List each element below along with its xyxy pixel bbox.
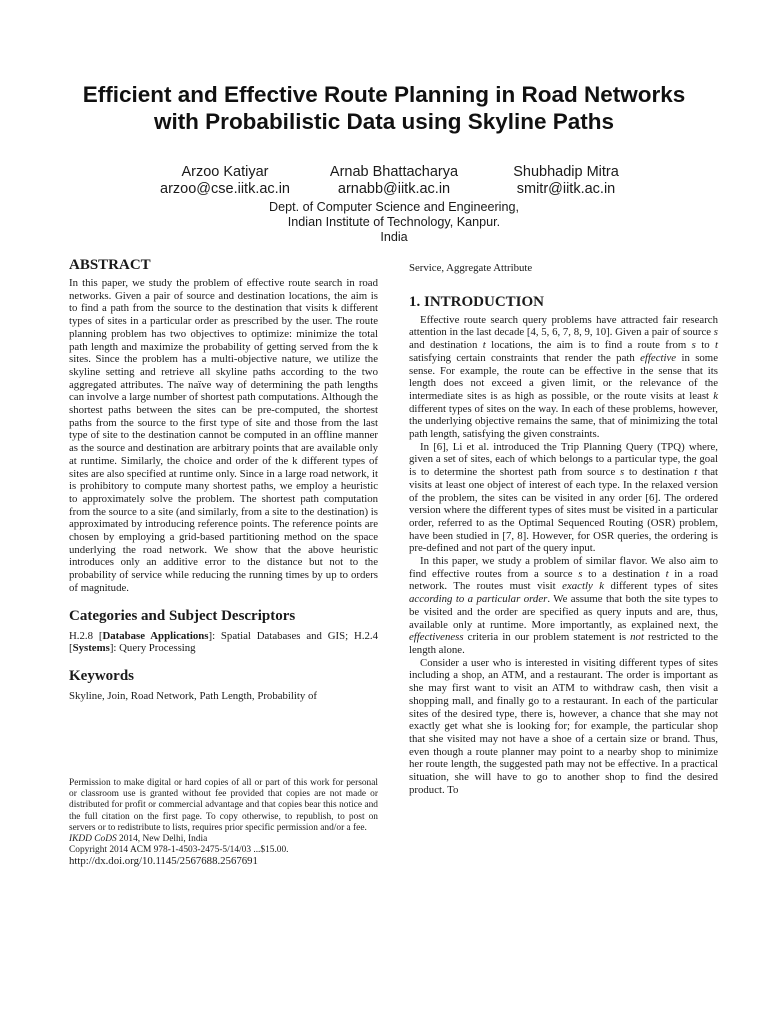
doi-link[interactable]: http://dx.doi.org/10.1145/2567688.2567691: [69, 855, 258, 868]
left-column: [69, 256, 378, 703]
affiliation-line: India: [380, 230, 408, 244]
category-name: Systems: [72, 642, 110, 655]
category-code: H.2.4: [354, 629, 379, 642]
affiliation: [134, 200, 654, 245]
venue: [69, 834, 378, 845]
categories-heading: Categories and Subject Descriptors: [69, 607, 296, 624]
category-code: H.2.8: [69, 629, 93, 642]
categories-text: H.2.8 [Database Applications]: Spatial Databases and GIS; H.2.4 [Systems]: Query Processing: [69, 629, 379, 655]
author-3: [486, 164, 646, 198]
author-name: Arnab Bhattacharya: [329, 164, 459, 180]
copyright: Copyright 2014 ACM 978-1-4503-2475-5/14/03 ...$15.00.: [69, 845, 289, 856]
venue-name: IKDD CoDS: [69, 834, 117, 845]
intro-paragraph-4: Consider a user who is interested in visiting different types of sites including a shop, an ATM, and a restaurant. The order is important as she may first want to visit an ATM to withdraw cash, then visit a shopping mall, and finally go to a restaurant. In each of the particular sites of the desired type, there is, however, a chance that she may not exactly get what she is looking for; for example, the particular shop that she visited may not have a shoe of a certain size or brand. Thus, even though a route planner may point to a nearby shop to minimize her route length, the suggested path may not be effective. In a practical situation, she will have to go to another shop to find the desired product. To: [409, 656, 718, 796]
keywords-continuation: Service, Aggregate Attribute: [409, 262, 533, 274]
affiliation-line: Dept. of Computer Science and Engineering,: [269, 200, 519, 214]
affiliation-line: Indian Institute of Technology, Kanpur.: [287, 215, 501, 229]
intro-paragraph-3: In this paper, we study a problem of similar flavor. We also aim to find effective routes from a source s to a destination t in a road network. The routes must visit exactly k different types of sites according to a particular order. We assume that both the site types to be visited and the order are specified as query inputs and are, thus, available only at runtime. More importantly, as explained next, the effectiveness criteria in our problem statement is not restricted to the length alone.: [409, 555, 719, 656]
intro-paragraph-1: Effective route search query problems have attracted fair research attention in the last decade [4, 5, 6, 7, 8, 9, 10]. Given a pair of source s and destination t locations, the aim is to find a route from s to t satisfying certain constraints that render the path effective in some sense. For example, the route can be effective in the sense that its length does not exceed a given limit, or the relevance of the intermediate sites is as high as possible, or the route visits at least k different types of sites on the way. In each of these problems, however, the underlying objective remains the same, that of minimizing the total path length, satisfying the given constraints.: [409, 313, 718, 441]
author-1: [140, 164, 310, 198]
venue-details: 2014, New Delhi, India: [116, 834, 208, 845]
abstract-text: In this paper, we study the problem of effective route search in road networks. Given a pair of source and destination locations, the aim is to find a path from the source to the destination that visits k different types of sites in a particular order as prescribed by the user. The route planning problem has two objectives to optimize: minimize the total path length and maximize the probability of getting served from the k sites. Since the problem has a multi-objective nature, we utilize the skyline setting and retrieve all skyline paths according to the two aggregated attributes. The naïve way of determining the path lengths can involve a large number of shortest path computations. Although the shortest paths between the sites can be pre-computed, the shortest paths from the source to the first type of site and those from the last type of site to the destination cannot be computed in an offline manner as the source and destination are arbitrary points that are available only at runtime. Similarly, the choice and order of the k different types of sites are also specified at runtime only. Since in a large road network, it is prohibitory to compute many shortest paths, we employ a heuristic to approximately solve the problem. The shortest path computation from the source to a site (and similarly, from a site to the destination) is approximated by introducing reference points. The reference points are chosen by employing a grid-based partitioning method on the space underlying the road network. We show that the above heuristic introduces only an additive error to the distance but not to the probability of service while reducing the running times by up to orders of magnitude.: [69, 277, 378, 594]
category-desc: : Query Processing: [113, 642, 196, 655]
author-name: Arzoo Katiyar: [181, 164, 269, 180]
author-email: arnabb@iitk.ac.in: [337, 181, 451, 197]
keywords-heading: Keywords: [69, 667, 134, 684]
author-name: Shubhadip Mitra: [513, 164, 619, 180]
title-line-1: Efficient and Effective Route Planning in Road Networks: [82, 82, 686, 107]
introduction-heading: 1. INTRODUCTION: [409, 293, 545, 310]
title-line-2: with Probabilistic Data using Skyline Paths: [153, 109, 615, 134]
keywords-text: Skyline, Join, Road Network, Path Length, Probability of: [69, 689, 318, 702]
abstract-heading: ABSTRACT: [69, 257, 151, 273]
permission-block: [69, 778, 378, 868]
right-column: [409, 262, 718, 796]
author-2: [299, 164, 489, 198]
author-email: smitr@iitk.ac.in: [516, 181, 616, 197]
paper-title: [40, 81, 728, 135]
author-email: arzoo@cse.iitk.ac.in: [160, 181, 290, 197]
category-desc: : Spatial Databases and GIS;: [212, 629, 349, 642]
permission-text: Permission to make digital or hard copies of all or part of this work for personal or classroom use is granted without fee provided that copies are not made or distributed for profit or commercial advantage and that copies bear this notice and the full citation on the first page. To copy otherwise, to republish, to post on servers or to redistribute to lists, requires prior specific permission and/or a fee.: [69, 778, 378, 833]
intro-paragraph-2: In [6], Li et al. introduced the Trip Planning Query (TPQ) where, given a set of sites, each of which belongs to a particular type, the goal is to determine the shortest path from source s to destination t that visits at least one object of interest of each type. In the relaxed version of the problem, the sites can be visited in any order [6]. The ordered version where the different types of sites must be visited in a particular order, referred to as the Optimal Sequenced Routing (OSR) problem, have been studied in [7, 8]. However, for OSR queries, the ordering is pre-defined and not part of the query input.: [409, 440, 718, 555]
category-name: Database Applications: [102, 629, 209, 642]
